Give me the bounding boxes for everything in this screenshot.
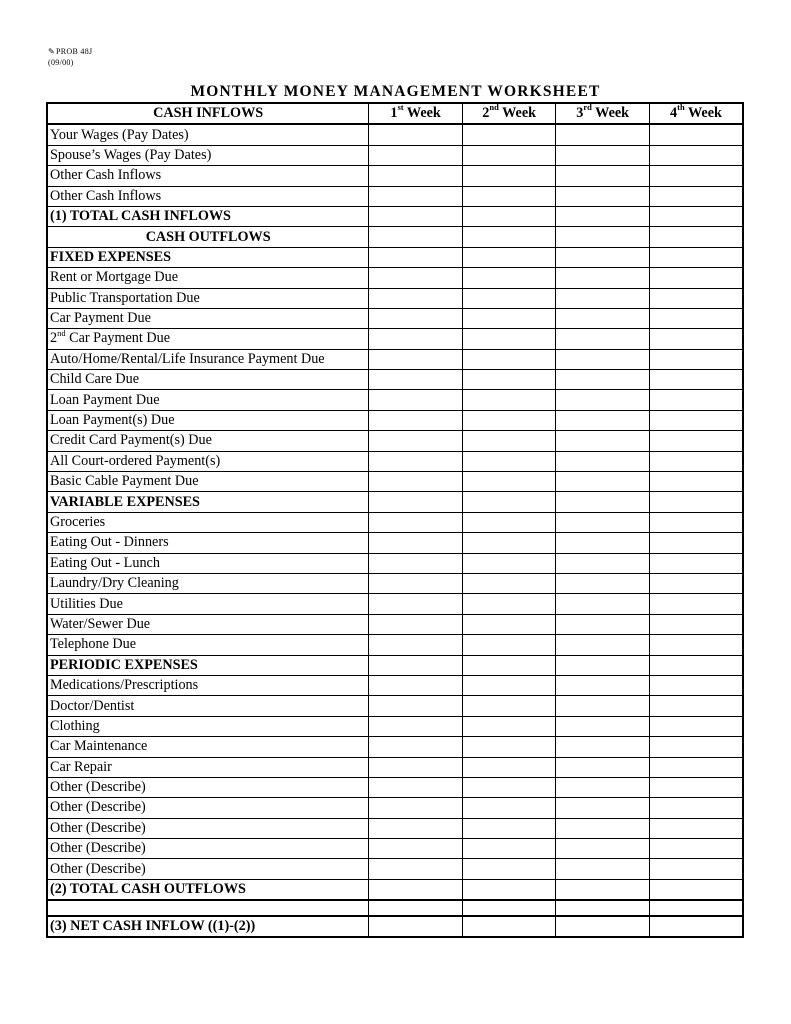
week-1-cell[interactable]	[369, 492, 463, 512]
row-label: Child Care Due	[47, 370, 369, 390]
week-3-cell[interactable]	[556, 737, 650, 757]
row-label: Medications/Prescriptions	[47, 675, 369, 695]
table-row	[47, 533, 743, 553]
week-4-cell[interactable]	[649, 431, 743, 451]
week-1-cell[interactable]	[369, 451, 463, 471]
week-4-cell[interactable]	[649, 247, 743, 267]
week-2-cell[interactable]	[462, 227, 556, 247]
week-1-cell[interactable]	[369, 145, 463, 165]
row-label: Spouse’s Wages (Pay Dates)	[47, 145, 369, 165]
worksheet-table	[46, 102, 744, 938]
table-row	[47, 349, 743, 369]
header-cash-inflows: CASH INFLOWS	[47, 103, 369, 124]
week-3-cell[interactable]	[556, 431, 650, 451]
week-1-cell[interactable]	[369, 553, 463, 573]
week-3-cell[interactable]	[556, 206, 650, 226]
table-row	[47, 206, 743, 226]
table-row	[47, 777, 743, 797]
table-row	[47, 839, 743, 859]
week-2-cell[interactable]	[462, 839, 556, 859]
row-label: Your Wages (Pay Dates)	[47, 124, 369, 145]
week-4-cell[interactable]	[649, 818, 743, 838]
week-4-cell[interactable]	[649, 227, 743, 247]
week-4-cell[interactable]	[649, 472, 743, 492]
week-1-cell[interactable]	[369, 349, 463, 369]
week-4-cell[interactable]	[649, 798, 743, 818]
week-1-cell[interactable]	[369, 390, 463, 410]
week-2-cell[interactable]	[462, 288, 556, 308]
week-2-cell[interactable]	[462, 635, 556, 655]
week-4-cell[interactable]	[649, 879, 743, 900]
table-row	[47, 757, 743, 777]
week-1-cell[interactable]	[369, 655, 463, 675]
week-3-cell[interactable]	[556, 410, 650, 430]
table-row	[47, 268, 743, 288]
row-label: 2nd Car Payment Due	[47, 329, 369, 349]
week-3-cell[interactable]	[556, 370, 650, 390]
row-label: CASH OUTFLOWS	[47, 227, 369, 247]
table-row	[47, 512, 743, 532]
week-4-cell[interactable]	[649, 635, 743, 655]
week-1-cell[interactable]	[369, 166, 463, 186]
week-3-cell[interactable]	[556, 288, 650, 308]
week-1-cell[interactable]	[369, 798, 463, 818]
week-1-cell[interactable]	[369, 635, 463, 655]
week-1-cell[interactable]	[369, 472, 463, 492]
week-1-cell[interactable]	[369, 614, 463, 634]
week-4-cell[interactable]	[649, 777, 743, 797]
header-row	[47, 103, 743, 124]
week-2-cell[interactable]	[462, 472, 556, 492]
week-4-cell[interactable]	[649, 859, 743, 879]
header-week-4: 4th Week	[649, 103, 743, 124]
table-row	[47, 696, 743, 716]
week-2-cell[interactable]	[462, 716, 556, 736]
week-2-cell[interactable]	[462, 370, 556, 390]
week-1-cell[interactable]	[369, 288, 463, 308]
week-2-cell[interactable]	[462, 594, 556, 614]
week-2-cell[interactable]	[462, 757, 556, 777]
table-row	[47, 594, 743, 614]
row-label: Car Maintenance	[47, 737, 369, 757]
row-label: (2) TOTAL CASH OUTFLOWS	[47, 879, 369, 900]
table-row	[47, 675, 743, 695]
week-4-cell[interactable]	[649, 288, 743, 308]
form-date: (09/00)	[48, 58, 74, 67]
week-2-cell[interactable]	[462, 614, 556, 634]
row-label: Eating Out - Lunch	[47, 553, 369, 573]
week-2-cell[interactable]	[462, 492, 556, 512]
row-label: Groceries	[47, 512, 369, 532]
week-1-cell[interactable]	[369, 268, 463, 288]
week-4-cell[interactable]	[649, 451, 743, 471]
net-cash-inflow-label: (3) NET CASH INFLOW ((1)-(2))	[47, 916, 369, 937]
week-1-cell[interactable]	[369, 512, 463, 532]
week-3-cell[interactable]	[556, 696, 650, 716]
week-1-cell[interactable]	[369, 594, 463, 614]
form-number-line	[48, 46, 92, 57]
table-row	[47, 186, 743, 206]
week-2-cell[interactable]	[462, 124, 556, 145]
week-4-cell[interactable]	[649, 410, 743, 430]
table-row	[47, 145, 743, 165]
week-4-cell[interactable]	[649, 716, 743, 736]
week-3-cell[interactable]	[556, 227, 650, 247]
row-label: Utilities Due	[47, 594, 369, 614]
week-4-cell[interactable]	[649, 492, 743, 512]
week-4-cell[interactable]	[649, 655, 743, 675]
row-label: Other (Describe)	[47, 818, 369, 838]
week-3-cell[interactable]	[556, 635, 650, 655]
week-2-cell[interactable]	[462, 916, 556, 937]
week-2-cell[interactable]	[462, 308, 556, 328]
table-row	[47, 635, 743, 655]
week-4-cell[interactable]	[649, 737, 743, 757]
header-week-3: 3rd Week	[556, 103, 650, 124]
week-1-cell[interactable]	[369, 696, 463, 716]
week-1-cell[interactable]	[369, 716, 463, 736]
row-label: PERIODIC EXPENSES	[47, 655, 369, 675]
week-3-cell[interactable]	[556, 390, 650, 410]
week-1-cell[interactable]	[369, 777, 463, 797]
row-label: Water/Sewer Due	[47, 614, 369, 634]
week-1-cell[interactable]	[369, 818, 463, 838]
week-1-cell[interactable]	[369, 737, 463, 757]
week-2-cell[interactable]	[462, 247, 556, 267]
week-1-cell[interactable]	[369, 247, 463, 267]
week-2-cell[interactable]	[462, 533, 556, 553]
week-1-cell[interactable]	[369, 533, 463, 553]
header-week-1: 1st Week	[369, 103, 463, 124]
row-label: Basic Cable Payment Due	[47, 472, 369, 492]
week-3-cell[interactable]	[556, 166, 650, 186]
week-3-cell[interactable]	[556, 308, 650, 328]
table-row	[47, 370, 743, 390]
week-4-cell[interactable]	[649, 145, 743, 165]
week-2-cell[interactable]	[462, 349, 556, 369]
row-label: Doctor/Dentist	[47, 696, 369, 716]
row-label: Other Cash Inflows	[47, 166, 369, 186]
table-row	[47, 472, 743, 492]
table-row	[47, 247, 743, 267]
row-label: Clothing	[47, 716, 369, 736]
week-3-cell[interactable]	[556, 186, 650, 206]
week-1-cell[interactable]	[369, 916, 463, 937]
week-3-cell[interactable]	[556, 777, 650, 797]
row-label: FIXED EXPENSES	[47, 247, 369, 267]
row-label: Other Cash Inflows	[47, 186, 369, 206]
week-3-cell[interactable]	[556, 675, 650, 695]
table-row	[47, 124, 743, 145]
week-4-cell[interactable]	[649, 594, 743, 614]
week-1-cell[interactable]	[369, 859, 463, 879]
week-4-cell[interactable]	[649, 166, 743, 186]
week-4-cell[interactable]	[649, 512, 743, 532]
row-label: Public Transportation Due	[47, 288, 369, 308]
week-3-cell[interactable]	[556, 879, 650, 900]
header-week-2: 2nd Week	[462, 103, 556, 124]
separator-row	[47, 900, 743, 916]
week-2-cell[interactable]	[462, 818, 556, 838]
table-row	[47, 288, 743, 308]
week-3-cell[interactable]	[556, 124, 650, 145]
row-label: (1) TOTAL CASH INFLOWS	[47, 206, 369, 226]
week-4-cell[interactable]	[649, 614, 743, 634]
worksheet-title: MONTHLY MONEY MANAGEMENT WORKSHEET	[190, 83, 601, 100]
week-4-cell[interactable]	[649, 916, 743, 937]
row-label: Loan Payment(s) Due	[47, 410, 369, 430]
week-3-cell[interactable]	[556, 573, 650, 593]
week-2-cell[interactable]	[462, 451, 556, 471]
week-4-cell[interactable]	[649, 675, 743, 695]
table-row	[47, 716, 743, 736]
row-label: Rent or Mortgage Due	[47, 268, 369, 288]
week-2-cell[interactable]	[462, 553, 556, 573]
week-1-cell[interactable]	[369, 186, 463, 206]
week-3-cell[interactable]	[556, 451, 650, 471]
separator-cell	[556, 900, 650, 916]
week-4-cell[interactable]	[649, 533, 743, 553]
week-4-cell[interactable]	[649, 573, 743, 593]
week-3-cell[interactable]	[556, 329, 650, 349]
separator-cell	[369, 900, 463, 916]
separator-cell	[462, 900, 556, 916]
week-2-cell[interactable]	[462, 737, 556, 757]
table-row	[47, 410, 743, 430]
row-label: Other (Describe)	[47, 839, 369, 859]
week-2-cell[interactable]	[462, 859, 556, 879]
table-row	[47, 166, 743, 186]
week-1-cell[interactable]	[369, 573, 463, 593]
row-label: Eating Out - Dinners	[47, 533, 369, 553]
row-label: Other (Describe)	[47, 777, 369, 797]
week-4-cell[interactable]	[649, 349, 743, 369]
week-3-cell[interactable]	[556, 533, 650, 553]
row-label: Laundry/Dry Cleaning	[47, 573, 369, 593]
week-3-cell[interactable]	[556, 492, 650, 512]
row-label: Telephone Due	[47, 635, 369, 655]
week-2-cell[interactable]	[462, 777, 556, 797]
week-1-cell[interactable]	[369, 329, 463, 349]
week-4-cell[interactable]	[649, 124, 743, 145]
week-1-cell[interactable]	[369, 370, 463, 390]
week-3-cell[interactable]	[556, 247, 650, 267]
week-1-cell[interactable]	[369, 879, 463, 900]
table-row	[47, 818, 743, 838]
row-label: Other (Describe)	[47, 859, 369, 879]
week-4-cell[interactable]	[649, 268, 743, 288]
week-2-cell[interactable]	[462, 145, 556, 165]
table-row	[47, 553, 743, 573]
week-1-cell[interactable]	[369, 308, 463, 328]
week-3-cell[interactable]	[556, 839, 650, 859]
table-row	[47, 798, 743, 818]
week-1-cell[interactable]	[369, 431, 463, 451]
week-1-cell[interactable]	[369, 410, 463, 430]
table-row	[47, 431, 743, 451]
week-1-cell[interactable]	[369, 206, 463, 226]
week-2-cell[interactable]	[462, 206, 556, 226]
week-4-cell[interactable]	[649, 553, 743, 573]
week-1-cell[interactable]	[369, 227, 463, 247]
week-2-cell[interactable]	[462, 675, 556, 695]
pencil-icon: ✎	[48, 47, 56, 56]
form-code	[48, 46, 92, 68]
table-row	[47, 879, 743, 900]
week-4-cell[interactable]	[649, 186, 743, 206]
net-cash-inflow-row	[47, 916, 743, 937]
week-2-cell[interactable]	[462, 431, 556, 451]
week-1-cell[interactable]	[369, 757, 463, 777]
worksheet-body	[47, 124, 743, 937]
week-3-cell[interactable]	[556, 655, 650, 675]
form-number: PROB 48J	[56, 47, 93, 56]
week-2-cell[interactable]	[462, 573, 556, 593]
week-3-cell[interactable]	[556, 614, 650, 634]
week-3-cell[interactable]	[556, 512, 650, 532]
table-row	[47, 329, 743, 349]
week-3-cell[interactable]	[556, 757, 650, 777]
week-3-cell[interactable]	[556, 594, 650, 614]
week-3-cell[interactable]	[556, 716, 650, 736]
week-1-cell[interactable]	[369, 675, 463, 695]
week-1-cell[interactable]	[369, 839, 463, 859]
table-row	[47, 859, 743, 879]
week-2-cell[interactable]	[462, 798, 556, 818]
week-3-cell[interactable]	[556, 553, 650, 573]
week-3-cell[interactable]	[556, 818, 650, 838]
table-row	[47, 573, 743, 593]
table-row	[47, 492, 743, 512]
week-2-cell[interactable]	[462, 268, 556, 288]
table-row	[47, 308, 743, 328]
week-3-cell[interactable]	[556, 859, 650, 879]
week-2-cell[interactable]	[462, 512, 556, 532]
week-4-cell[interactable]	[649, 839, 743, 859]
table-row	[47, 390, 743, 410]
week-2-cell[interactable]	[462, 410, 556, 430]
week-3-cell[interactable]	[556, 798, 650, 818]
table-row	[47, 655, 743, 675]
week-4-cell[interactable]	[649, 308, 743, 328]
table-row	[47, 451, 743, 471]
table-row	[47, 737, 743, 757]
week-2-cell[interactable]	[462, 655, 556, 675]
row-label: Car Repair	[47, 757, 369, 777]
week-2-cell[interactable]	[462, 390, 556, 410]
row-label: Credit Card Payment(s) Due	[47, 431, 369, 451]
week-2-cell[interactable]	[462, 329, 556, 349]
week-2-cell[interactable]	[462, 166, 556, 186]
week-1-cell[interactable]	[369, 124, 463, 145]
table-row	[47, 614, 743, 634]
week-4-cell[interactable]	[649, 696, 743, 716]
week-4-cell[interactable]	[649, 329, 743, 349]
week-3-cell[interactable]	[556, 145, 650, 165]
row-label: VARIABLE EXPENSES	[47, 492, 369, 512]
week-2-cell[interactable]	[462, 696, 556, 716]
row-label: Loan Payment Due	[47, 390, 369, 410]
week-4-cell[interactable]	[649, 390, 743, 410]
row-label: Car Payment Due	[47, 308, 369, 328]
week-4-cell[interactable]	[649, 757, 743, 777]
week-3-cell[interactable]	[556, 349, 650, 369]
week-3-cell[interactable]	[556, 268, 650, 288]
row-label: Auto/Home/Rental/Life Insurance Payment Due	[47, 349, 369, 369]
table-row	[47, 227, 743, 247]
week-2-cell[interactable]	[462, 186, 556, 206]
separator-cell	[649, 900, 743, 916]
row-label: Other (Describe)	[47, 798, 369, 818]
week-4-cell[interactable]	[649, 370, 743, 390]
week-3-cell[interactable]	[556, 472, 650, 492]
separator-cell	[47, 900, 369, 916]
week-2-cell[interactable]	[462, 879, 556, 900]
row-label: All Court-ordered Payment(s)	[47, 451, 369, 471]
week-4-cell[interactable]	[649, 206, 743, 226]
week-3-cell[interactable]	[556, 916, 650, 937]
